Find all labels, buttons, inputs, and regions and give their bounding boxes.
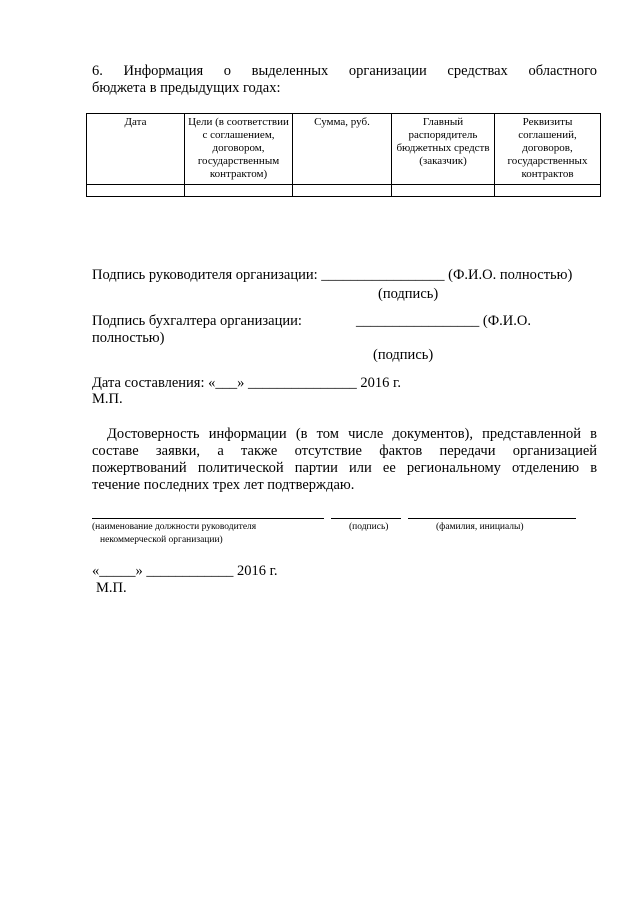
confirmation-line-3 — [92, 459, 597, 477]
header-amount: Сумма, руб. — [293, 114, 392, 185]
name-caption: (фамилия, инициалы) — [436, 522, 524, 532]
word: организации — [348, 63, 427, 79]
word: о — [223, 63, 232, 79]
word: фактов — [379, 443, 423, 459]
word: составе — [92, 443, 139, 459]
word: также — [241, 443, 278, 459]
table-cell[interactable] — [495, 185, 601, 197]
table-cell[interactable] — [87, 185, 185, 197]
header-agreement-details: Реквизиты соглашений, договоров, государственных контрактов — [495, 114, 601, 185]
accountant-signature-label: Подпись бухгалтера организации: — [92, 313, 302, 329]
word: 6. — [92, 63, 103, 79]
word: отсутствие — [294, 443, 362, 459]
accountant-signature-caption: (подпись) — [373, 347, 434, 363]
table-header-row — [87, 114, 601, 185]
word: пожертвований — [92, 460, 187, 476]
final-date-line: «_____» ____________ 2016 г. — [92, 563, 278, 579]
table-cell[interactable] — [392, 185, 495, 197]
header-budget-manager: Главный распорядитель бюджетных средств (заказчик) — [392, 114, 495, 185]
word: том — [316, 426, 339, 442]
word: а — [217, 443, 224, 459]
table-cell[interactable] — [185, 185, 293, 197]
compilation-date-line: Дата составления: «___» _______________ 2016 г. — [92, 375, 401, 391]
allocated-funds-table — [86, 113, 601, 197]
word: Достоверность — [107, 426, 200, 442]
word: числе — [348, 426, 384, 442]
name-rule — [408, 518, 576, 519]
word: средствах — [447, 63, 508, 79]
signature-rule — [331, 518, 401, 519]
word: заявки, — [155, 443, 201, 459]
position-caption-line-2: некоммерческой организации) — [100, 535, 223, 545]
accountant-signature-blank: _________________ (Ф.И.О. — [356, 313, 531, 329]
word: отделению — [512, 460, 580, 476]
head-signature-caption: (подпись) — [378, 286, 439, 302]
table-cell[interactable] — [293, 185, 392, 197]
position-caption-line-1: (наименование должности руководителя — [92, 522, 257, 532]
accountant-signature-cont: полностью) — [92, 330, 165, 346]
word: организацией — [512, 443, 598, 459]
word: передачи — [439, 443, 496, 459]
word: или — [349, 460, 372, 476]
word: в — [590, 460, 598, 476]
word: информации — [208, 426, 287, 442]
word: (в — [295, 426, 308, 442]
word: политической — [197, 460, 284, 476]
word: выделенных — [251, 63, 329, 79]
confirmation-line-2 — [92, 442, 597, 460]
section-6-line-2: бюджета в предыдущих годах: — [92, 80, 281, 96]
word: в — [590, 426, 598, 442]
header-purpose: Цели (в соответствии с соглашением, договором, государственным контрактом) — [185, 114, 293, 185]
confirmation-line-1 — [107, 425, 597, 443]
word: региональному — [406, 460, 501, 476]
head-signature-line: Подпись руководителя организации: _________________ (Ф.И.О. полностью) — [92, 267, 573, 283]
word: документов), — [392, 426, 473, 442]
word: партии — [294, 460, 338, 476]
position-rule — [92, 518, 324, 519]
word: областного — [528, 63, 598, 79]
section-6-line-1 — [92, 62, 597, 80]
word: ее — [382, 460, 396, 476]
final-stamp-placeholder: М.П. — [96, 580, 127, 596]
header-date: Дата — [87, 114, 185, 185]
signature-caption: (подпись) — [349, 522, 389, 532]
stamp-placeholder: М.П. — [92, 391, 123, 407]
confirmation-line-4: течение последних трех лет подтверждаю. — [92, 477, 355, 493]
word: представленной — [482, 426, 582, 442]
word: Информация — [123, 63, 204, 79]
table-row — [87, 185, 601, 197]
